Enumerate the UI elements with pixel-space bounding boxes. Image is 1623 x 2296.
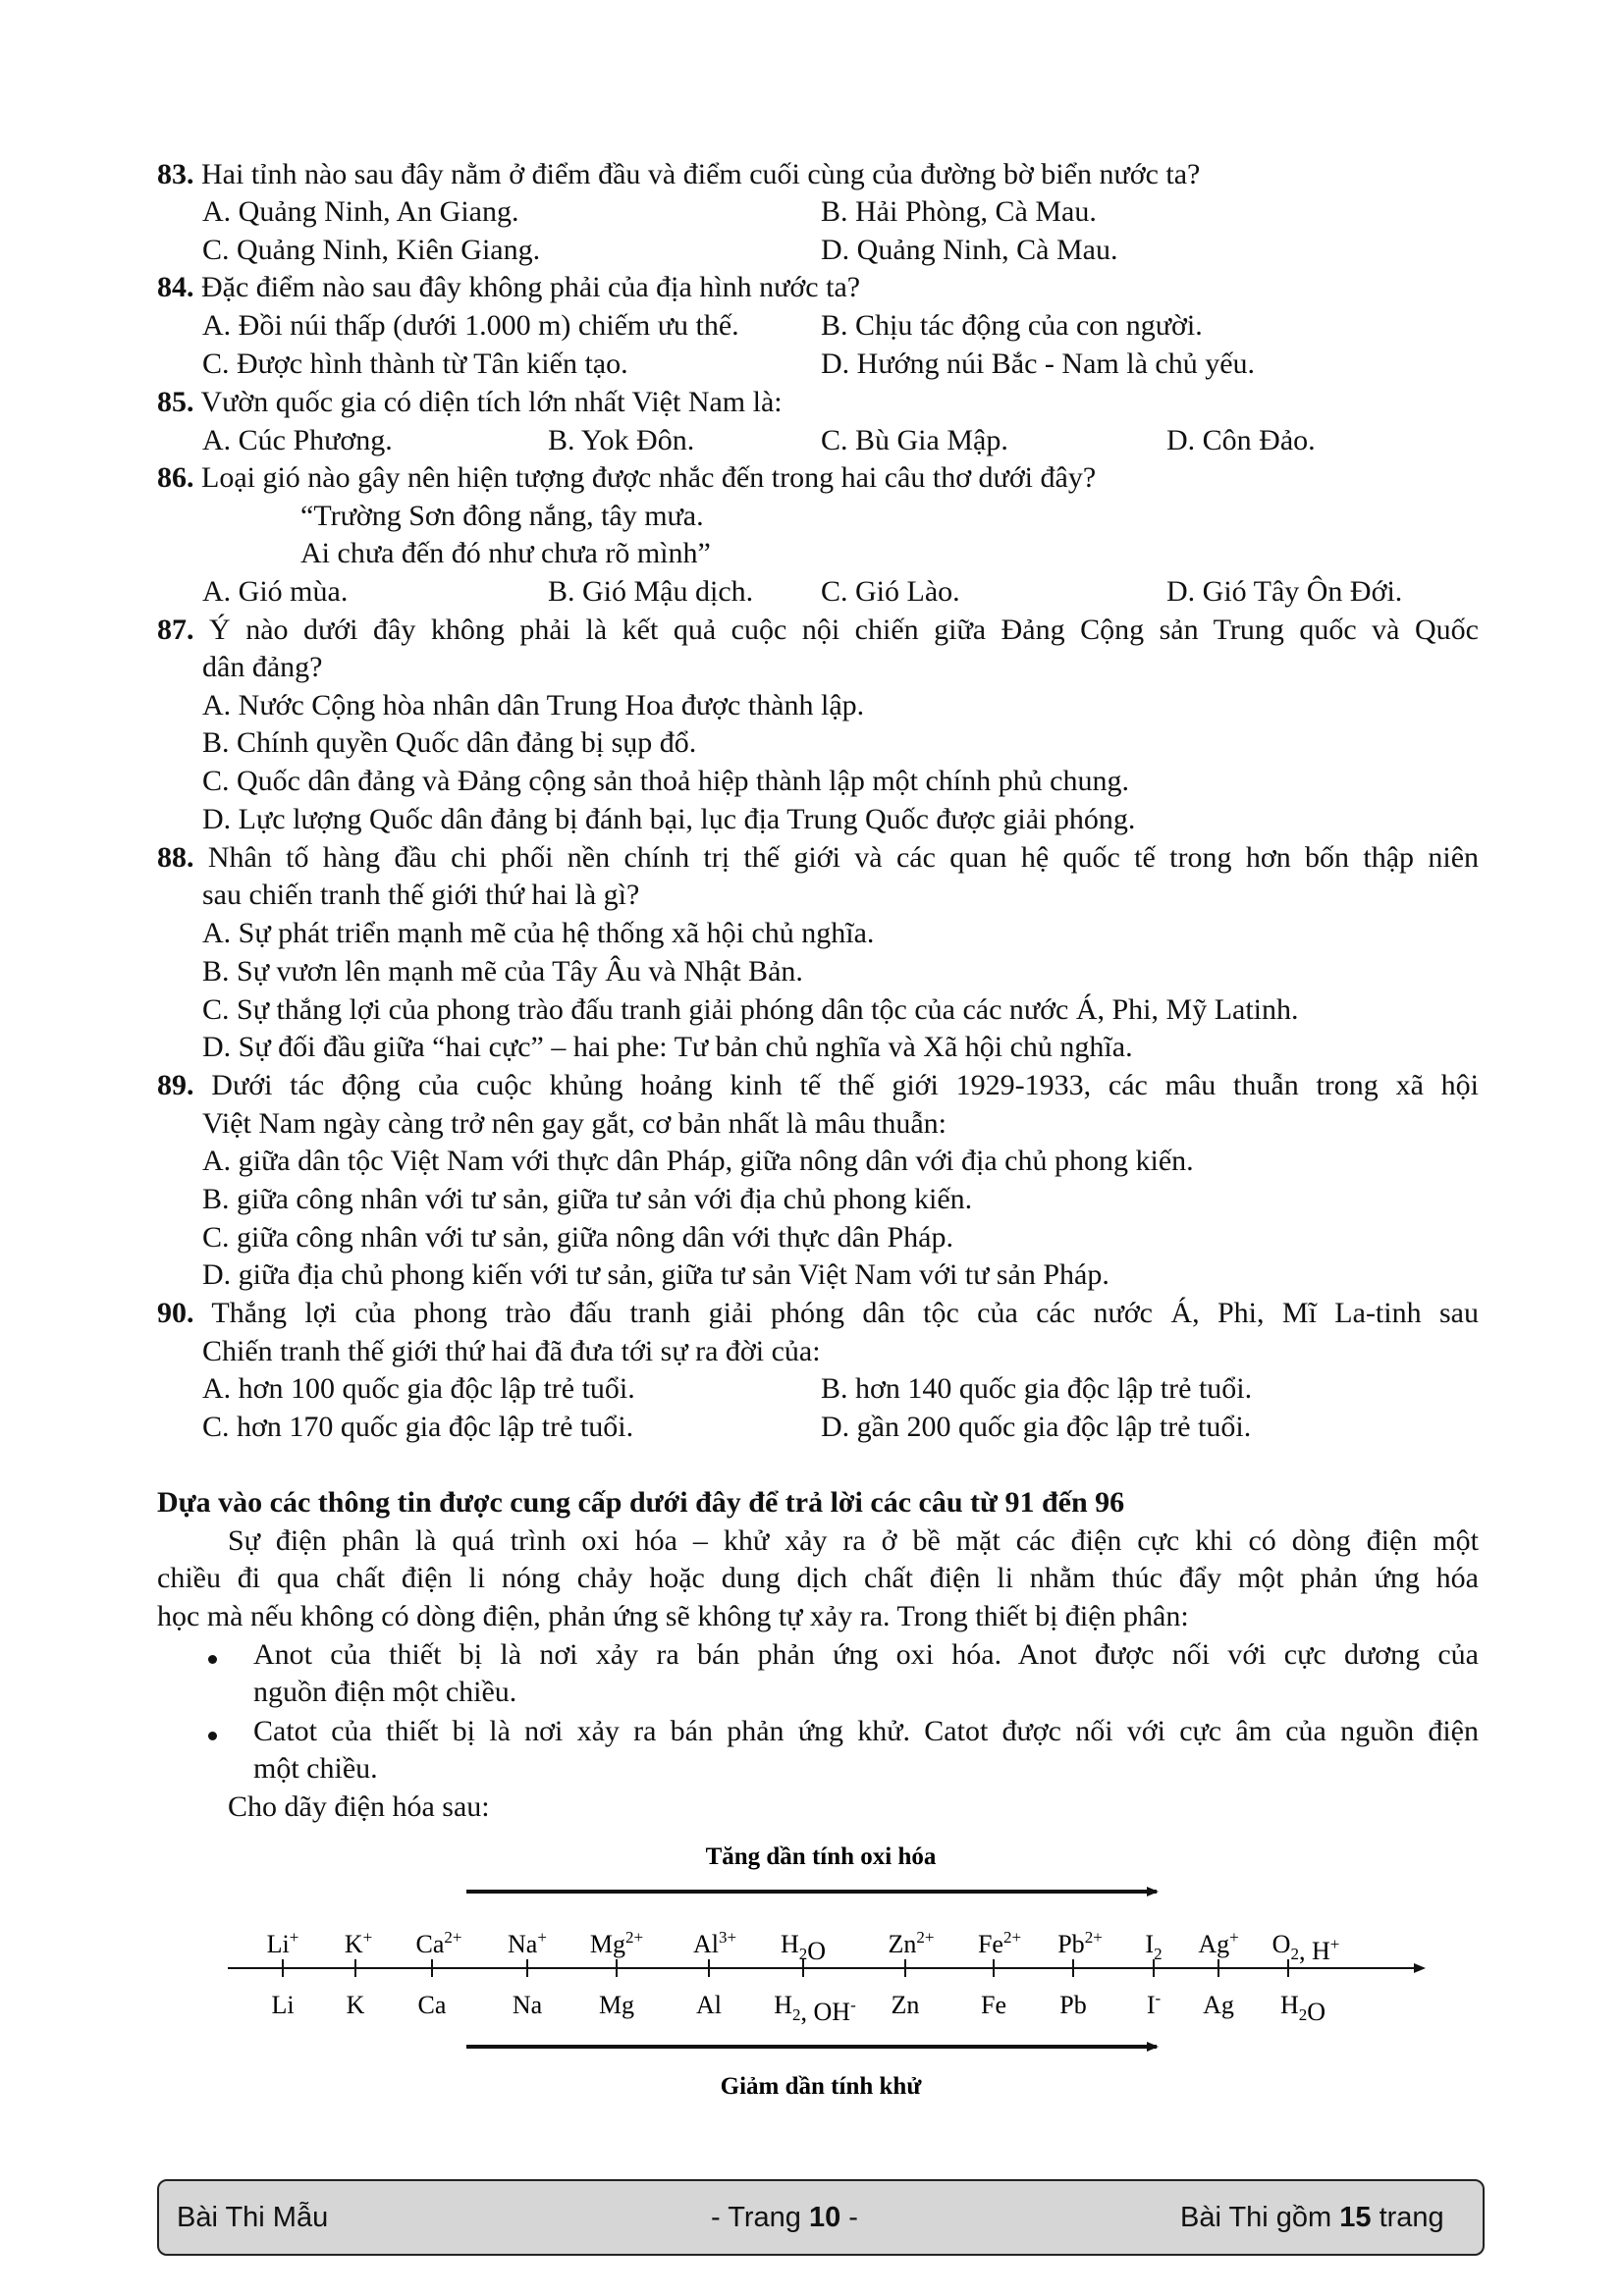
question-number: 85. [157, 386, 194, 418]
option-a: A. Sự phát triển mạnh mẽ của hệ thống xã hội chủ nghĩa. [202, 917, 875, 949]
option-c: C. giữa công nhân với tư sản, giữa nông dân với thực dân Pháp. [202, 1221, 953, 1254]
question-89 [157, 1068, 1479, 1103]
passage-line: học mà nếu không có dòng điện, phản ứng sẽ không tự xảy ra. Trong thiết bị điện phân: [157, 1600, 1189, 1632]
question-83 [157, 157, 1200, 192]
option-d: D. Sự đối đầu giữa “hai cực” – hai phe: Tư bản chủ nghĩa và Xã hội chủ nghĩa. [202, 1031, 1133, 1063]
footer-center-suffix: - [840, 2202, 858, 2233]
question-88 [157, 840, 1479, 876]
bullet-line: nguồn điện một chiều. [253, 1676, 517, 1708]
footer-total-pages: 15 [1339, 2202, 1372, 2233]
passage-line: Sự điện phân là quá trình oxi hóa – khử xảy ra ở bề mặt các điện cực khi có dòng điện một [228, 1524, 1479, 1557]
question-stem: Dưới tác động của cuộc khủng hoảng kinh tế thế giới 1929-1933, các mâu thuẫn trong xã hội [211, 1069, 1479, 1101]
oxidized-species: $Al^{3+}$ [692, 1928, 737, 1958]
passage-heading: Dựa vào các thông tin được cung cấp dưới đây để trả lời các câu từ 91 đến 96 [157, 1486, 1125, 1519]
top-arrow-label: Tăng dần tính oxi hóa [705, 1843, 937, 1870]
question-stem-cont: Việt Nam ngày càng trở nên gay gắt, cơ bản nhất là mâu thuẫn: [202, 1107, 947, 1140]
option-b: B. Chịu tác động của con người. [821, 309, 1203, 342]
option-b: B. Chính quyền Quốc dân đảng bị sụp đổ. [202, 726, 697, 759]
question-number: 89. [157, 1069, 194, 1101]
question-stem: Thắng lợi của phong trào đấu tranh giải phóng dân tộc của các nước Á, Phi, Mĩ La-tinh sau [211, 1297, 1479, 1329]
footer-page-number: 10 [808, 2202, 841, 2233]
footer-right [1180, 2181, 1444, 2254]
oxidized-species: $Fe^{2+}$ [977, 1928, 1022, 1958]
page-footer [157, 2179, 1485, 2256]
reduced-species: Fe [981, 1991, 1006, 2019]
oxidized-species: $I_2$ [1145, 1930, 1163, 1963]
bullet-dot [208, 1732, 217, 1740]
poem-line: Ai chưa đến đó như chưa rõ mình” [300, 537, 711, 569]
option-c: C. Bù Gia Mập. [821, 424, 1008, 456]
bullet-line: Anot của thiết bị là nơi xảy ra bán phản ứng oxi hóa. Anot được nối với cực dương của [253, 1638, 1479, 1671]
passage-line: chiều đi qua chất điện li nóng chảy hoặc dung dịch chất điện li nhằm thúc đẩy một phản ứng hóa [157, 1562, 1479, 1594]
question-number: 88. [157, 841, 194, 874]
question-87 [157, 613, 1479, 648]
footer-center [711, 2181, 858, 2254]
question-stem: Vườn quốc gia có diện tích lớn nhất Việt Nam là: [200, 386, 783, 418]
reduced-species: Ca [417, 1991, 447, 2019]
question-85 [157, 385, 783, 420]
question-stem: Hai tỉnh nào sau đây nằm ở điểm đầu và điểm cuối cùng của đường bờ biển nước ta? [201, 158, 1201, 190]
option-c: C. Sự thắng lợi của phong trào đấu tranh giải phóng dân tộc của các nước Á, Phi, Mỹ Latinh. [202, 993, 1299, 1026]
question-number: 84. [157, 271, 194, 303]
option-b: B. hơn 140 quốc gia độc lập trẻ tuổi. [821, 1372, 1253, 1405]
option-d: D. Lực lượng Quốc dân đảng bị đánh bại, lục địa Trung Quốc được giải phóng. [202, 803, 1136, 835]
option-d: D. Côn Đảo. [1166, 424, 1316, 456]
oxidized-species: Ag+ [1198, 1928, 1239, 1958]
option-b: B. Sự vươn lên mạnh mẽ của Tây Âu và Nhật Bản. [202, 955, 803, 988]
option-a: A. hơn 100 quốc gia độc lập trẻ tuổi. [202, 1372, 635, 1405]
bottom-arrow-label: Giảm dần tính khử [720, 2073, 922, 2100]
option-a: A. Đồi núi thấp (dưới 1.000 m) chiếm ưu thế. [202, 309, 739, 342]
reduced-species: K [346, 1991, 365, 2019]
oxidized-species: K+ [344, 1928, 373, 1958]
electrochemical-series-diagram [0, 1831, 1623, 2125]
option-a: A. Gió mùa. [202, 575, 349, 608]
question-stem: Đặc điểm nào sau đây không phải của địa hình nước ta? [201, 271, 861, 303]
footer-left: Bài Thi Mẫu [177, 2202, 329, 2233]
question-86 [157, 460, 1096, 496]
reduced-species-row [271, 1989, 1325, 2026]
option-a: A. Quảng Ninh, An Giang. [202, 195, 519, 228]
reduced-species: I- [1146, 1989, 1162, 2019]
question-number: 87. [157, 614, 194, 646]
option-b: B. Hải Phòng, Cà Mau. [821, 195, 1097, 228]
question-stem-cont: dân đảng? [202, 651, 323, 683]
question-stem-cont: sau chiến tranh thế giới thứ hai là gì? [202, 879, 640, 911]
question-stem: Loại gió nào gây nên hiện tượng được nhắc đến trong hai câu thơ dưới đây? [201, 461, 1097, 494]
reduced-species: Zn [891, 1991, 920, 2019]
question-90 [157, 1296, 1479, 1331]
poem-line: “Trường Sơn đông nắng, tây mưa. [300, 500, 704, 532]
bullet-line: Catot của thiết bị là nơi xảy ra bán phản ứng khử. Catot được nối với cực âm của nguồn điện [253, 1715, 1479, 1747]
footer-center-prefix: - Trang [711, 2202, 809, 2233]
question-84 [157, 270, 860, 305]
footer-right-suffix: trang [1371, 2202, 1444, 2233]
oxidized-species: Na+ [508, 1928, 547, 1958]
question-stem: Nhân tố hàng đầu chi phối nền chính trị thế giới và các quan hệ quốc tế trong hơn bốn thập niên [207, 841, 1480, 874]
option-a: A. Nước Cộng hòa nhân dân Trung Hoa được thành lập. [202, 689, 865, 721]
option-d: D. giữa địa chủ phong kiến với tư sản, giữa tư sản Việt Nam với tư sản Pháp. [202, 1258, 1109, 1291]
option-c: C. hơn 170 quốc gia độc lập trẻ tuổi. [202, 1411, 634, 1443]
oxidized-species: Li+ [266, 1928, 299, 1958]
option-c: C. Được hình thành từ Tân kiến tạo. [202, 347, 628, 380]
option-d: D. Gió Tây Ôn Đới. [1166, 575, 1403, 608]
reduced-species: Al [696, 1991, 722, 2019]
option-d: D. gần 200 quốc gia độc lập trẻ tuổi. [821, 1411, 1252, 1443]
option-d: D. Quảng Ninh, Cà Mau. [821, 234, 1118, 266]
bullet-dot [208, 1655, 217, 1664]
question-stem: Ý nào dưới đây không phải là kết quả cuộc nội chiến giữa Đảng Cộng sản Trung quốc và Quốc [209, 614, 1479, 646]
footer-right-prefix: Bài Thi gồm [1180, 2202, 1340, 2233]
option-a: A. Cúc Phương. [202, 424, 393, 456]
reduced-species: Ag [1203, 1991, 1234, 2019]
reduced-species: Mg [598, 1991, 635, 2019]
option-c: C. Gió Lào. [821, 575, 960, 608]
reduced-species: Li [271, 1991, 295, 2019]
reduced-species: $H_2O$ [1279, 1991, 1326, 2026]
option-c: C. Quốc dân đảng và Đảng cộng sản thoả hiệp thành lập một chính phủ chung. [202, 765, 1129, 797]
option-c: C. Quảng Ninh, Kiên Giang. [202, 234, 541, 266]
option-d: D. Hướng núi Bắc - Nam là chủ yếu. [821, 347, 1256, 380]
reduced-species: $H_2$, OH- [774, 1991, 856, 2026]
oxidized-species: $Mg^{2+}$ [589, 1928, 644, 1958]
reduced-species: Pb [1059, 1991, 1087, 2019]
oxidized-species: $H_2O$ [780, 1930, 827, 1965]
option-b: B. giữa công nhân với tư sản, giữa tư sản với địa chủ phong kiến. [202, 1183, 973, 1215]
question-number: 90. [157, 1297, 194, 1329]
question-stem-cont: Chiến tranh thế giới thứ hai đã đưa tới sự ra đời của: [202, 1335, 821, 1367]
oxidized-species: $Ca^{2+}$ [415, 1928, 462, 1958]
oxidized-species: $Pb^{2+}$ [1057, 1928, 1103, 1958]
option-b: B. Gió Mậu dịch. [548, 575, 754, 608]
question-number: 86. [157, 461, 194, 494]
reduced-species: Na [512, 1991, 543, 2019]
series-intro: Cho dãy điện hóa sau: [228, 1790, 490, 1823]
option-a: A. giữa dân tộc Việt Nam với thực dân Pháp, giữa nông dân với địa chủ phong kiến. [202, 1145, 1194, 1177]
oxidized-species: $O_2$, H+ [1271, 1930, 1340, 1965]
option-b: B. Yok Đôn. [548, 424, 695, 456]
bullet-line: một chiều. [253, 1752, 378, 1785]
question-number: 83. [157, 158, 194, 190]
oxidized-species: $Zn^{2+}$ [888, 1928, 935, 1958]
